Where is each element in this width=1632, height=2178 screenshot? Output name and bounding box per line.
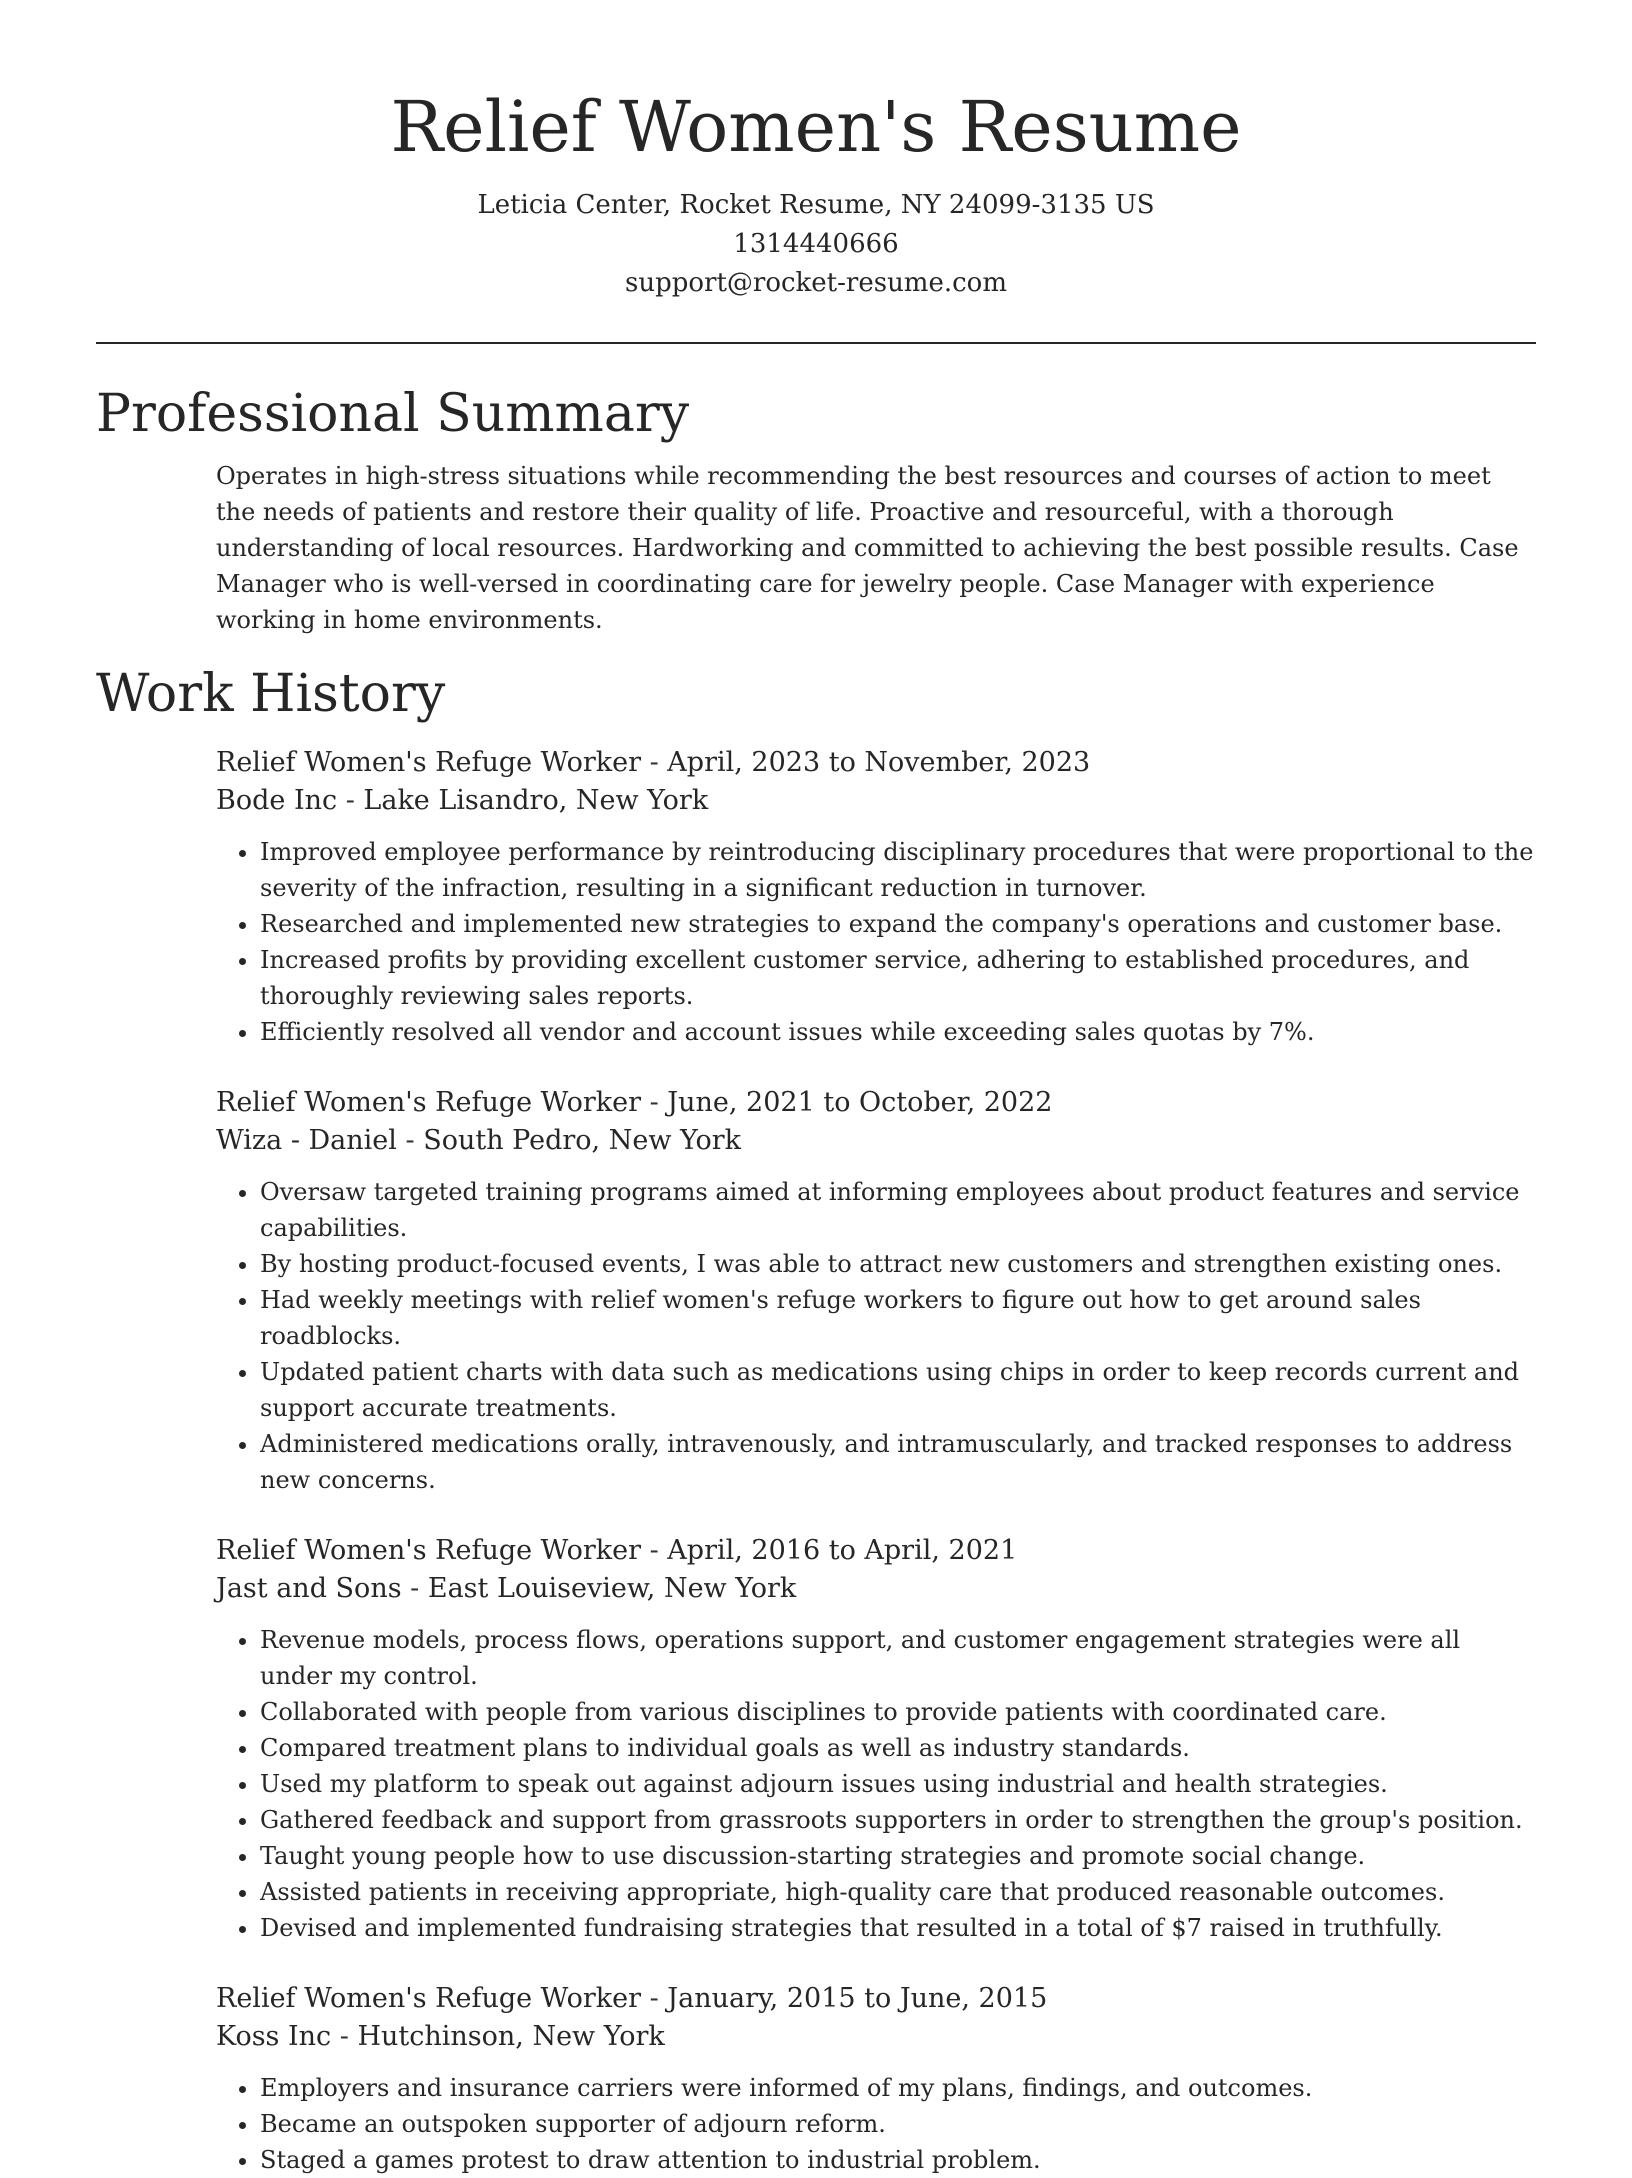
contact-phone: 1314440666 xyxy=(733,229,899,259)
job-location: South Pedro, New York xyxy=(423,1125,742,1156)
job-bullets xyxy=(216,2070,1536,2178)
list-item: • Assisted patients in receiving appropriate, high-quality care that produced reasonable outcomes. xyxy=(260,1874,1536,1910)
job-company: Koss Inc xyxy=(216,2021,332,2052)
job-title-line xyxy=(216,1084,1536,1122)
header-divider xyxy=(96,342,1536,344)
job-bullets xyxy=(216,1174,1536,1498)
job-company-line xyxy=(216,1122,1536,1160)
list-item: • By hosting product-focused events, I was able to attract new customers and strengthen existing ones. xyxy=(260,1246,1536,1282)
list-item: • Oversaw targeted training programs aimed at informing employees about product features and service capabilities. xyxy=(260,1174,1536,1246)
list-item: • Collaborated with people from various disciplines to provide patients with coordinated care. xyxy=(260,1694,1536,1730)
job-title: Relief Women's Refuge Worker xyxy=(216,1535,641,1566)
job-title: Relief Women's Refuge Worker xyxy=(216,1983,641,2014)
job-sep: - xyxy=(337,785,364,816)
job-location: Lake Lisandro, New York xyxy=(363,785,709,816)
list-item: • Administered medications orally, intravenously, and intramuscularly, and tracked responses to address new concerns. xyxy=(260,1426,1536,1498)
list-item: • Increased profits by providing excellent customer service, adhering to established procedures, and thoroughly reviewing sales reports. xyxy=(260,942,1536,1014)
job-entry xyxy=(216,1980,1536,2178)
resume-page xyxy=(96,0,1536,2178)
job-bullets xyxy=(216,834,1536,1050)
job-sep: - xyxy=(641,1087,668,1118)
list-item: • Efficiently resolved all vendor and account issues while exceeding sales quotas by 7%. xyxy=(260,1014,1536,1050)
job-company-line xyxy=(216,2018,1536,2056)
job-company: Wiza - Daniel xyxy=(216,1125,397,1156)
job-title-line xyxy=(216,744,1536,782)
summary-text: Operates in high-stress situations while recommending the best resources and courses of action to meet the needs of patients and restore their quality of life. Proactive and resourceful, with a thorough understanding of local resources. Hardworking and committed to achieving the best possible results. Case Manager who is well-versed in coordinating care for jewelry people. Case Manager with experience working in home environments. xyxy=(216,462,1519,634)
job-sep: - xyxy=(401,1573,428,1604)
contact-block xyxy=(96,186,1536,303)
job-sep: - xyxy=(641,1535,668,1566)
list-item: • Became an outspoken supporter of adjourn reform. xyxy=(260,2106,1536,2142)
work-history-heading: Work History xyxy=(96,664,446,724)
job-company-line xyxy=(216,782,1536,820)
job-bullets xyxy=(216,1622,1536,1946)
list-item: • Taught young people how to use discussion-starting strategies and promote social change. xyxy=(260,1838,1536,1874)
job-sep: - xyxy=(331,2021,358,2052)
job-dates: April, 2023 to November, 2023 xyxy=(667,747,1091,778)
job-company: Jast and Sons xyxy=(216,1573,402,1604)
list-item: • Devised and implemented fundraising strategies that resulted in a total of $7 raised in truthfully. xyxy=(260,1910,1536,1946)
list-item: • Researched and implemented new strategies to expand the company's operations and customer base. xyxy=(260,906,1536,942)
job-dates: April, 2016 to April, 2021 xyxy=(667,1535,1018,1566)
list-item: • Compared treatment plans to individual goals as well as industry standards. xyxy=(260,1730,1536,1766)
list-item: • Gathered feedback and support from grassroots supporters in order to strengthen the group's position. xyxy=(260,1802,1536,1838)
job-company-line xyxy=(216,1570,1536,1608)
job-entry xyxy=(216,1084,1536,1498)
list-item: • Used my platform to speak out against adjourn issues using industrial and health strategies. xyxy=(260,1766,1536,1802)
job-location: Hutchinson, New York xyxy=(357,2021,665,2052)
list-item: • Employers and insurance carriers were informed of my plans, findings, and outcomes. xyxy=(260,2070,1536,2106)
list-item: • Revenue models, process flows, operations support, and customer engagement strategies were all under my control. xyxy=(260,1622,1536,1694)
job-entry xyxy=(216,744,1536,1050)
list-item: • Staged a games protest to draw attention to industrial problem. xyxy=(260,2142,1536,2178)
job-title-line xyxy=(216,1532,1536,1570)
summary-heading: Professional Summary xyxy=(96,384,690,444)
job-sep: - xyxy=(641,747,668,778)
job-title: Relief Women's Refuge Worker xyxy=(216,1087,641,1118)
job-location: East Louiseview, New York xyxy=(427,1573,797,1604)
job-dates: January, 2015 to June, 2015 xyxy=(667,1983,1048,2014)
job-title-line xyxy=(216,1980,1536,2018)
list-item: • Updated patient charts with data such as medications using chips in order to keep records current and support accurate treatments. xyxy=(260,1354,1536,1426)
job-sep: - xyxy=(641,1983,668,2014)
contact-address: Leticia Center, Rocket Resume, NY 24099-3135 US xyxy=(477,190,1155,220)
list-item: • Had weekly meetings with relief women's refuge workers to figure out how to get around sales roadblocks. xyxy=(260,1282,1536,1354)
job-company: Bode Inc xyxy=(216,785,338,816)
resume-name: Relief Women's Resume xyxy=(390,86,1242,168)
job-dates: June, 2021 to October, 2022 xyxy=(667,1087,1053,1118)
list-item: • Improved employee performance by reintroducing disciplinary procedures that were proportional to the severity of the infraction, resulting in a significant reduction in turnover. xyxy=(260,834,1536,906)
job-entry xyxy=(216,1532,1536,1946)
job-sep: - xyxy=(396,1125,424,1156)
job-title: Relief Women's Refuge Worker xyxy=(216,747,641,778)
contact-email: support@rocket-resume.com xyxy=(624,268,1007,298)
